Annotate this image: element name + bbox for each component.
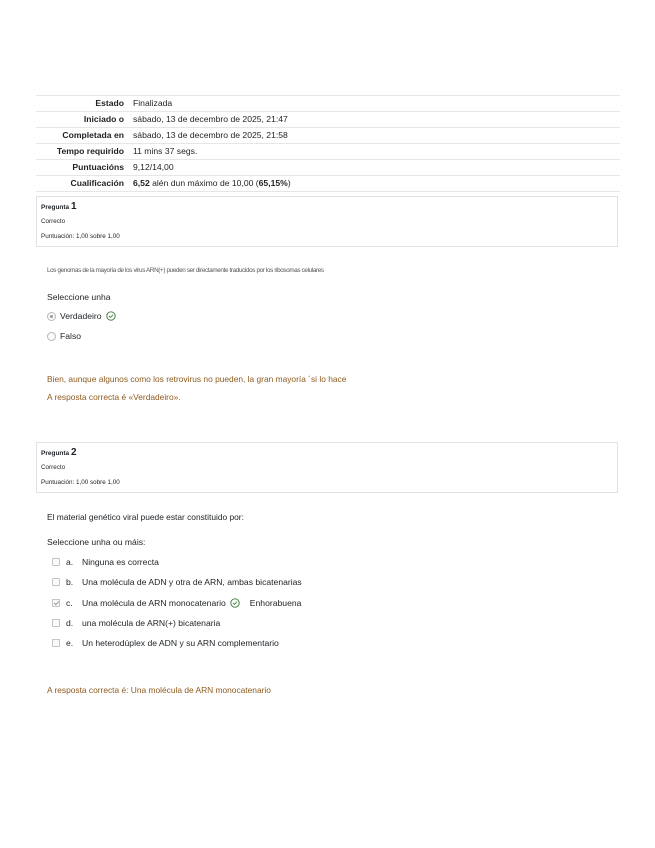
summary-label: Puntuacións [36,160,129,176]
answer-option-true[interactable] [47,309,116,323]
question-grade: Puntuación: 1,00 sobre 1,00 [41,233,120,240]
question-1-text: Los genomas de la mayoría de los virus ARN(+) pueden ser directamente traducidos por los ribosomas celulares [47,267,324,274]
summary-row-marks [36,160,620,176]
radio-button[interactable] [47,312,56,321]
question-1-right-answer: A resposta correcta é «Verdadeiro». [47,392,181,402]
question-grade: Puntuación: 1,00 sobre 1,00 [41,479,120,486]
option-label: Ninguna es correcta [82,557,159,567]
option-label: Verdadeiro [60,311,102,321]
checkbox[interactable] [52,619,60,627]
checkbox[interactable] [52,558,60,566]
answer-option-c[interactable] [46,596,301,610]
attempt-summary-table [36,95,620,192]
checkbox[interactable] [52,599,60,607]
option-label: Falso [60,331,82,341]
summary-label: Tempo requirido [36,144,129,160]
check-circle-icon [230,598,240,608]
summary-value: sábado, 13 de decembro de 2025, 21:47 [129,112,620,128]
option-label: Una molécula de ADN y otra de ARN, ambas bicatenarias [82,577,302,587]
option-letter: a. [66,557,74,567]
question-1-prompt: Seleccione unha [47,292,111,302]
option-letter: d. [66,618,74,628]
checkbox[interactable] [52,639,60,647]
summary-value [129,176,620,192]
summary-row-started [36,112,620,128]
option-letter: e. [66,638,74,648]
question-number [41,202,613,213]
summary-value: 9,12/14,00 [129,160,620,176]
grade-end: ) [287,178,291,188]
question-state: Correcto [41,464,66,471]
option-label: una molécula de ARN(+) bicatenaria [82,618,221,628]
question-2-text: El material genético viral puede estar constituido por: [47,512,244,522]
question-1-general-feedback: Bien, aunque algunos como los retrovirus no pueden, la gran mayoría ´si lo hace [47,374,347,384]
summary-label: Cualificación [36,176,129,192]
option-feedback: Enhorabuena [249,598,302,608]
summary-row-completed [36,128,620,144]
question-state: Correcto [41,218,66,225]
question-prefix: Pregunta [41,204,70,211]
radio-button[interactable] [47,332,56,341]
option-letter: c. [66,598,73,608]
answer-option-false[interactable] [47,329,81,343]
summary-value: 11 mins 37 segs. [129,144,620,160]
question-number-value: 1 [70,201,77,212]
summary-label: Iniciado o [36,112,129,128]
option-label: Un heterodúplex de ADN y su ARN complementario [82,638,279,648]
summary-row-grade [36,176,620,192]
check-circle-icon [106,311,116,321]
question-2-right-answer: A resposta correcta é: Una molécula de ARN monocatenario [47,685,271,695]
summary-value: Finalizada [129,96,620,112]
answer-option-b[interactable] [46,575,302,589]
question-prefix: Pregunta [41,450,70,457]
summary-value: sábado, 13 de decembro de 2025, 21:58 [129,128,620,144]
grade-middle: alén dun máximo de 10,00 ( [149,178,259,188]
question-1-info [36,196,618,247]
checkbox[interactable] [52,578,60,586]
summary-row-state [36,96,620,112]
question-2-prompt: Seleccione unha ou máis: [47,537,146,547]
grade-score: 6,52 [133,178,150,188]
question-number [41,448,613,459]
summary-label: Estado [36,96,129,112]
option-letter: b. [66,577,74,587]
question-number-value: 2 [70,447,77,458]
option-label: Una molécula de ARN monocatenario [82,598,226,608]
grade-percent: 65,15% [258,178,288,188]
answer-option-d[interactable] [46,616,220,630]
summary-row-time-taken [36,144,620,160]
summary-label: Completada en [36,128,129,144]
question-2-info [36,442,618,493]
answer-option-a[interactable] [46,555,159,569]
answer-option-e[interactable] [46,636,279,650]
